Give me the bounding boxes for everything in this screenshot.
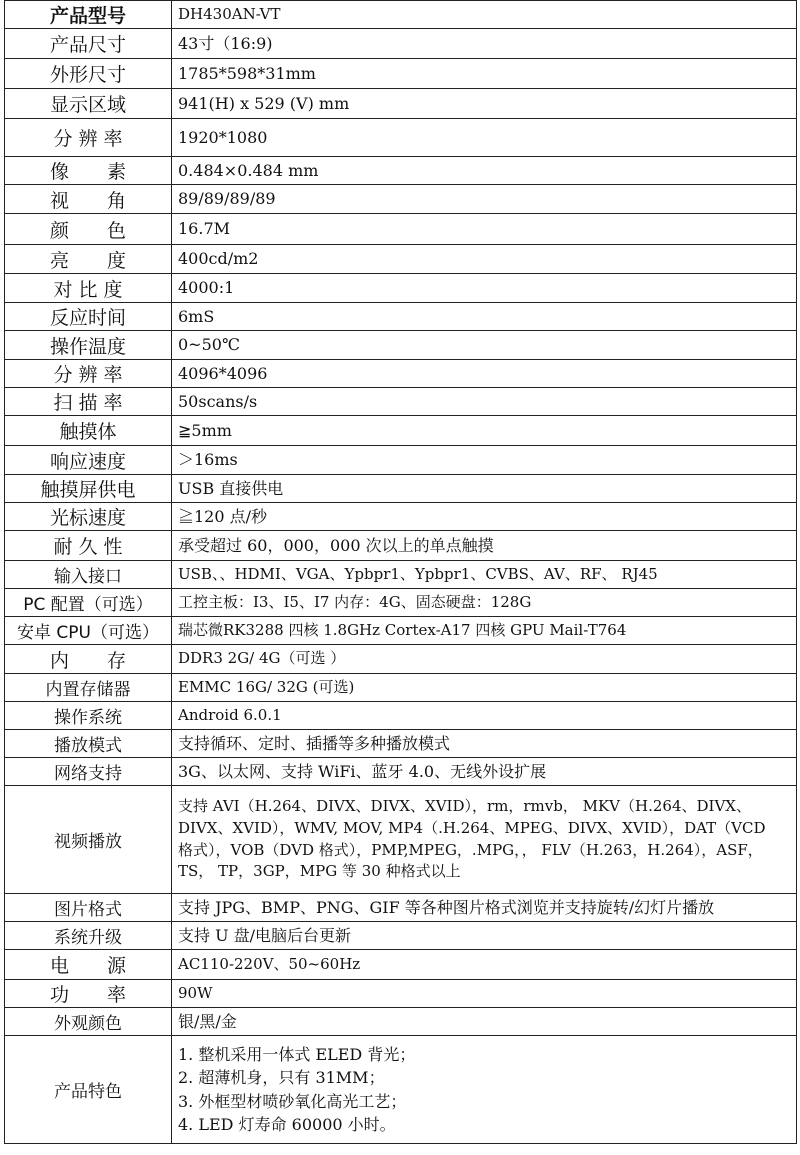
spec-value-memory: DDR3 2G/ 4G（可选 ） bbox=[172, 645, 797, 674]
table-row bbox=[5, 730, 797, 758]
table-row bbox=[5, 89, 797, 119]
spec-label-scan-rate: 扫 描 率 bbox=[5, 388, 172, 416]
spec-label-power-supply: 电 源 bbox=[5, 950, 172, 980]
table-row bbox=[5, 950, 797, 980]
spec-value-image-format: 支持 JPG、BMP、PNG、GIF 等各种图片格式浏览并支持旋转/幻灯片播放 bbox=[172, 894, 797, 922]
video-line: TS， TP，3GP，MPG 等 30 种格式以上 bbox=[178, 862, 461, 881]
spec-value-power: 90W bbox=[172, 980, 797, 1008]
spec-value-size: 43寸（16:9) bbox=[172, 29, 797, 59]
table-row bbox=[5, 702, 797, 730]
spec-label-storage: 内置存储器 bbox=[5, 674, 172, 702]
spec-label-android-cpu: 安卓 CPU（可选） bbox=[5, 617, 172, 645]
spec-label-touch-response: 响应速度 bbox=[5, 446, 172, 475]
table-row bbox=[5, 617, 797, 645]
spec-value-video bbox=[172, 786, 797, 894]
table-row bbox=[5, 388, 797, 416]
spec-label-touch-resolution: 分 辨 率 bbox=[5, 360, 172, 388]
table-row bbox=[5, 416, 797, 446]
table-row bbox=[5, 475, 797, 503]
spec-value-system-upgrade: 支持 U 盘/电脑后台更新 bbox=[172, 922, 797, 950]
video-line: 格式），VOB（DVD 格式），PMP,MPEG，.MPG，， FLV（H.263，H.264），ASF， bbox=[178, 840, 763, 859]
spec-label-features: 产品特色 bbox=[5, 1036, 172, 1144]
spec-value-viewing-angle: 89/89/89/89 bbox=[172, 185, 797, 214]
table-row bbox=[5, 274, 797, 303]
video-line: 支持 AVI（H.264、DIVX、DIVX、XVID），rm，rmvb， MKV（H.264、DIVX、 bbox=[178, 797, 751, 815]
table-row bbox=[5, 922, 797, 950]
spec-label-image-format: 图片格式 bbox=[5, 894, 172, 922]
spec-label-size: 产品尺寸 bbox=[5, 29, 172, 59]
table-row bbox=[5, 119, 797, 157]
spec-value-os: Android 6.0.1 bbox=[172, 702, 797, 730]
spec-value-features bbox=[172, 1036, 797, 1144]
spec-value-touch-object: ≧5mm bbox=[172, 416, 797, 446]
spec-value-pixel: 0.484×0.484 mm bbox=[172, 157, 797, 185]
table-row bbox=[5, 214, 797, 245]
table-row bbox=[5, 589, 797, 617]
spec-value-durability: 承受超过 60，000，000 次以上的单点触摸 bbox=[172, 531, 797, 561]
spec-value-scan-rate: 50scans/s bbox=[172, 388, 797, 416]
spec-value-dimensions: 1785*598*31mm bbox=[172, 59, 797, 89]
spec-value-touch-resolution: 4096*4096 bbox=[172, 360, 797, 388]
spec-value-display-area: 941(H) x 529 (V) mm bbox=[172, 89, 797, 119]
spec-value-power-supply: AC110-220V、50~60Hz bbox=[172, 950, 797, 980]
spec-value-playback-mode: 支持循环、定时、插播等多种播放模式 bbox=[172, 730, 797, 758]
spec-label-pc-config: PC 配置（可选） bbox=[5, 589, 172, 617]
spec-label-power: 功 率 bbox=[5, 980, 172, 1008]
spec-value-operating-temp: 0~50℃ bbox=[172, 331, 797, 360]
spec-label-appearance-color: 外观颜色 bbox=[5, 1008, 172, 1036]
spec-label-dimensions: 外形尺寸 bbox=[5, 59, 172, 89]
spec-label-network: 网络支持 bbox=[5, 758, 172, 786]
table-row bbox=[5, 446, 797, 475]
spec-label-os: 操作系统 bbox=[5, 702, 172, 730]
spec-value-resolution: 1920*1080 bbox=[172, 119, 797, 157]
table-row bbox=[5, 185, 797, 214]
feature-line: 4. LED 灯寿命 60000 小时。 bbox=[178, 1114, 396, 1134]
spec-value-brightness: 400cd/m2 bbox=[172, 245, 797, 274]
spec-value-network: 3G、以太网、支持 WiFi、蓝牙 4.0、无线外设扩展 bbox=[172, 758, 797, 786]
spec-label-durability: 耐 久 性 bbox=[5, 531, 172, 561]
spec-label-touch-object: 触摸体 bbox=[5, 416, 172, 446]
table-row bbox=[5, 645, 797, 674]
spec-label-memory: 内 存 bbox=[5, 645, 172, 674]
feature-line: 2. 超薄机身，只有 31MM； bbox=[178, 1068, 385, 1088]
table-row bbox=[5, 786, 797, 894]
spec-label-system-upgrade: 系统升级 bbox=[5, 922, 172, 950]
spec-value-pc-config: 工控主板：I3、I5、I7 内存：4G、固态硬盘：128G bbox=[172, 589, 797, 617]
feature-line: 3. 外框型材喷砂氧化高光工艺； bbox=[178, 1091, 407, 1111]
spec-label-contrast: 对 比 度 bbox=[5, 274, 172, 303]
table-row bbox=[5, 1008, 797, 1036]
spec-value-cursor-speed: ≧120 点/秒 bbox=[172, 503, 797, 531]
table-row bbox=[5, 561, 797, 589]
table-row bbox=[5, 303, 797, 331]
spec-label-viewing-angle: 视 角 bbox=[5, 185, 172, 214]
spec-label-resolution: 分 辨 率 bbox=[5, 119, 172, 157]
spec-label-response-time: 反应时间 bbox=[5, 303, 172, 331]
spec-value-touch-response: ＞16ms bbox=[172, 446, 797, 475]
spec-value-touch-power: USB 直接供电 bbox=[172, 475, 797, 503]
spec-value-input-ports: USB、、HDMI、VGA、Ypbpr1、Ypbpr1、CVBS、AV、RF、 RJ45 bbox=[172, 561, 797, 589]
table-row bbox=[5, 980, 797, 1008]
spec-label-cursor-speed: 光标速度 bbox=[5, 503, 172, 531]
table-row bbox=[5, 503, 797, 531]
spec-value-android-cpu: 瑞芯微RK3288 四核 1.8GHz Cortex-A17 四核 GPU Mail-T764 bbox=[172, 617, 797, 645]
spec-value-storage: EMMC 16G/ 32G (可选) bbox=[172, 674, 797, 702]
table-row bbox=[5, 331, 797, 360]
table-row bbox=[5, 531, 797, 561]
spec-value-appearance-color: 银/黑/金 bbox=[172, 1008, 797, 1036]
spec-value-response-time: 6mS bbox=[172, 303, 797, 331]
table-row bbox=[5, 245, 797, 274]
video-line: DIVX、XVID），WMV, MOV, MP4（.H.264、MPEG、DIVX、XVID），DAT（VCD bbox=[178, 818, 766, 837]
spec-value-color: 16.7M bbox=[172, 214, 797, 245]
table-row bbox=[5, 29, 797, 59]
spec-label-touch-power: 触摸屏供电 bbox=[5, 475, 172, 503]
spec-label-video: 视频播放 bbox=[5, 786, 172, 894]
table-row bbox=[5, 758, 797, 786]
spec-label-brightness: 亮 度 bbox=[5, 245, 172, 274]
table-row bbox=[5, 674, 797, 702]
table-row bbox=[5, 1036, 797, 1144]
spec-label-operating-temp: 操作温度 bbox=[5, 331, 172, 360]
table-row bbox=[5, 360, 797, 388]
table-row bbox=[5, 157, 797, 185]
spec-table-body bbox=[5, 1, 797, 1144]
spec-label-model: 产品型号 bbox=[5, 1, 172, 29]
spec-table bbox=[4, 0, 797, 1144]
spec-label-display-area: 显示区域 bbox=[5, 89, 172, 119]
spec-label-pixel: 像 素 bbox=[5, 157, 172, 185]
spec-value-model: DH430AN-VT bbox=[172, 1, 797, 29]
spec-label-playback-mode: 播放模式 bbox=[5, 730, 172, 758]
feature-line: 1. 整机采用一体式 ELED 背光； bbox=[178, 1045, 416, 1065]
table-row bbox=[5, 59, 797, 89]
table-row bbox=[5, 894, 797, 922]
spec-label-input-ports: 输入接口 bbox=[5, 561, 172, 589]
spec-label-color: 颜 色 bbox=[5, 214, 172, 245]
spec-value-contrast: 4000:1 bbox=[172, 274, 797, 303]
table-row bbox=[5, 1, 797, 29]
